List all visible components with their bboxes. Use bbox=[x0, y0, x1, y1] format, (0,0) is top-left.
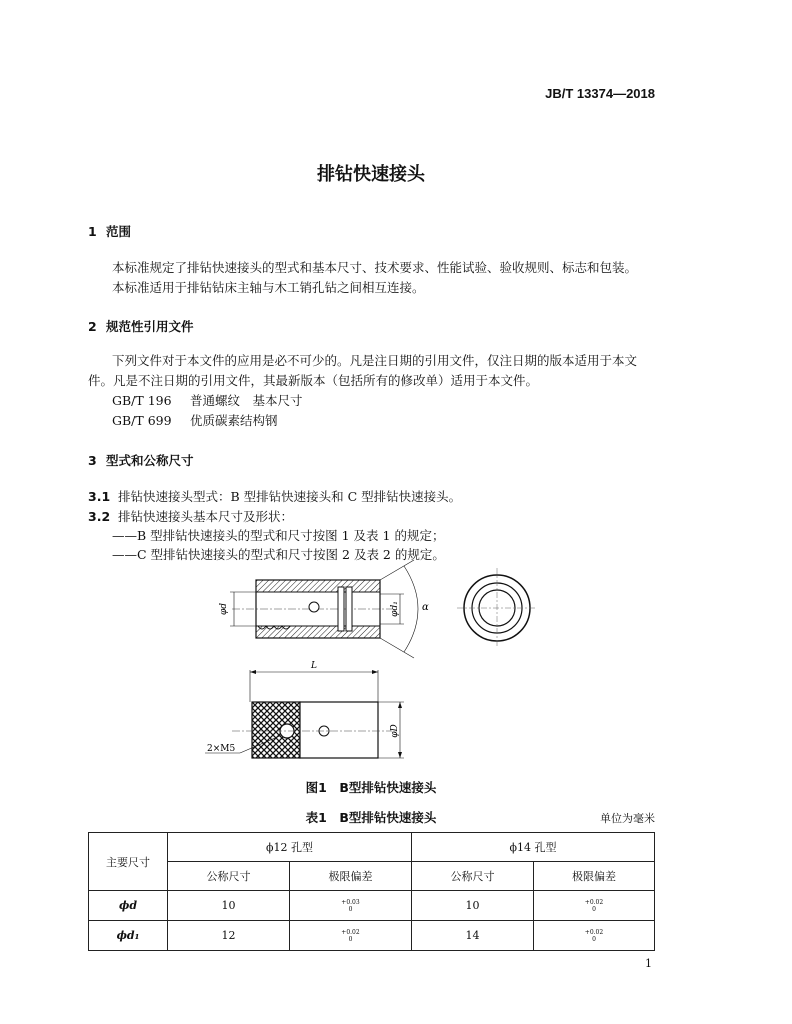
table-row bbox=[89, 921, 655, 951]
paragraph: 本标准适用于排钻钻床主轴与木工销孔钻之间相互连接。 bbox=[112, 280, 425, 295]
header-nominal: 公称尺寸 bbox=[412, 862, 534, 891]
reference-code: GB/T 699 bbox=[112, 413, 172, 428]
tolerance-upper: +0.03 bbox=[341, 898, 360, 906]
list-item: ——B 型排钻快速接头的型式和尺寸按图 1 及表 1 的规定； bbox=[112, 528, 445, 543]
tolerance-cell bbox=[290, 891, 412, 921]
tolerance-lower: 0 bbox=[592, 905, 596, 913]
table-row bbox=[89, 891, 655, 921]
figure-caption: 图1 B型排钻快速接头 bbox=[305, 780, 437, 795]
tolerance-upper: +0.02 bbox=[584, 898, 604, 906]
header-group-14: ϕ14 孔型 bbox=[412, 833, 655, 862]
tolerance-cell bbox=[534, 921, 655, 951]
table-subheader-row bbox=[89, 862, 655, 891]
clause-number: 3.1 bbox=[88, 489, 111, 504]
row-symbol: ϕd₁ bbox=[89, 921, 168, 951]
dimension-label-D: φD bbox=[390, 724, 400, 738]
tolerance-upper: +0.02 bbox=[584, 928, 604, 936]
tolerance-cell bbox=[534, 891, 655, 921]
header-nominal: 公称尺寸 bbox=[168, 862, 290, 891]
tolerance-upper: +0.02 bbox=[341, 928, 360, 936]
section-title: 规范性引用文件 bbox=[106, 319, 194, 334]
section-title: 型式和公称尺寸 bbox=[106, 453, 194, 468]
dimension-label-L: L bbox=[311, 661, 317, 671]
clause-text: 排钻快速接头型式：B 型排钻快速接头和 C 型排钻快速接头。 bbox=[118, 489, 462, 504]
nominal-value: 14 bbox=[412, 921, 534, 951]
tolerance-lower: 0 bbox=[348, 935, 353, 943]
nominal-value: 10 bbox=[412, 891, 534, 921]
dimension-label-d1: φd₁ bbox=[390, 601, 400, 617]
row-symbol: ϕd bbox=[89, 891, 168, 921]
header-tolerance: 极限偏差 bbox=[534, 862, 655, 891]
thread-label: 2×M5 bbox=[207, 744, 236, 754]
header-group-12: ϕ12 孔型 bbox=[168, 833, 412, 862]
page-number: 1 bbox=[645, 957, 652, 970]
paragraph: 本标准规定了排钻快速接头的型式和基本尺寸、技术要求、性能试验、验收规则、标志和包装。 bbox=[112, 260, 638, 275]
clause-text: 排钻快速接头基本尺寸及形状： bbox=[118, 509, 294, 524]
list-item: ——C 型排钻快速接头的型式和尺寸按图 2 及表 2 的规定。 bbox=[112, 547, 445, 562]
reference-code: GB/T 196 bbox=[112, 393, 172, 408]
angle-label-alpha: α bbox=[422, 602, 429, 613]
dimension-table bbox=[88, 832, 655, 951]
paragraph: 件。凡是不注日期的引用文件，其最新版本（包括所有的修改单）适用于本文件。 bbox=[88, 373, 539, 388]
header-main-dimension: 主要尺寸 bbox=[89, 833, 168, 891]
section-number: 2 bbox=[88, 319, 97, 334]
table-header-row bbox=[89, 833, 655, 862]
end-view bbox=[457, 568, 537, 648]
tolerance-lower: 0 bbox=[592, 935, 596, 943]
clause-number: 3.2 bbox=[88, 509, 111, 524]
nominal-value: 10 bbox=[168, 891, 290, 921]
reference-title: 普通螺纹 基本尺寸 bbox=[190, 393, 303, 408]
section-number: 1 bbox=[88, 224, 97, 239]
section-number: 3 bbox=[88, 453, 97, 468]
section-title: 范围 bbox=[106, 224, 132, 239]
tolerance-lower: 0 bbox=[348, 905, 353, 913]
dimension-label-d: φd bbox=[219, 602, 229, 616]
header-tolerance: 极限偏差 bbox=[290, 862, 412, 891]
standard-number: JB/T 13374—2018 bbox=[545, 86, 655, 101]
tolerance-cell bbox=[290, 921, 412, 951]
reference-title: 优质碳素结构钢 bbox=[190, 413, 278, 428]
table-unit: 单位为毫米 bbox=[600, 812, 655, 825]
document-title: 排钻快速接头 bbox=[317, 164, 425, 185]
paragraph: 下列文件对于本文件的应用是必不可少的。凡是注日期的引用文件，仅注日期的版本适用于本文 bbox=[112, 353, 638, 368]
table-caption: 表1 B型排钻快速接头 bbox=[305, 810, 437, 825]
nominal-value: 12 bbox=[168, 921, 290, 951]
